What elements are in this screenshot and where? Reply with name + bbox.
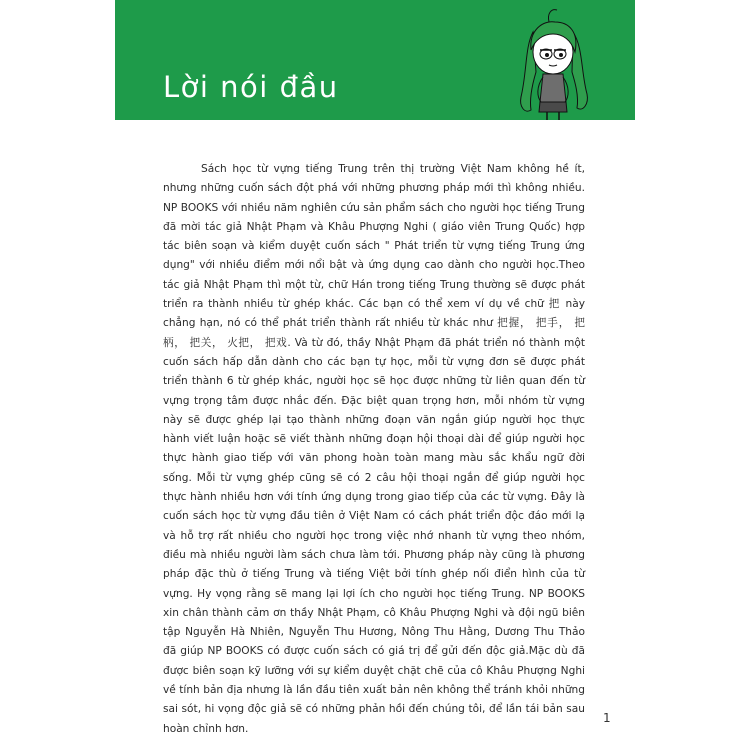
page-number: 1 (603, 711, 611, 725)
cartoon-girl-illustration (503, 2, 603, 120)
page-title: Lời nói đầu (163, 70, 339, 104)
header-banner (115, 0, 635, 120)
preface-paragraph: Sách học từ vựng tiếng Trung trên thị trường Việt Nam không hề ít, nhưng những cuốn sách đột phá với những phương pháp mới thì không nhiều. NP BOOKS với nhiều năm nghiên cứu sản phẩm sách cho người học tiếng Trung đã mời tác giả Nhật Phạm và Khâu Phượng Nghi ( giáo viên Trung Quốc) hợp tác biên soạn và kiểm duyệt cuốn sách " Phát triển từ vựng tiếng Trung ứng dụng" với nhiều điểm mới nổi bật và ứng dụng cao dành cho người học.Theo tác giả Nhật Phạm thì một từ, chữ Hán trong tiếng Trung thường sẽ được phát triển ra thành nhiều từ ghép khác. Các bạn có thể xem ví dụ về chữ 把 này chẳng hạn, nó có thể phát triển thành rất nhiều từ khác như 把握， 把手， 把柄， 把关， 火把， 把戏. Và từ đó, thầy Nhật Phạm đã phát triển nó thành một cuốn sách hấp dẫn dành cho các bạn tự học, mỗi từ vựng đơn sẽ được phát triển thành 6 từ ghép khác, người học sẽ học được những từ liên quan đến từ vựng trọng tâm được nhắc đến. Đặc biệt quan trọng hơn, mỗi nhóm từ vựng này sẽ được ghép lại tạo thành những đoạn văn ngắn giúp người học thực hành viết luận hoặc sẽ viết thành những đoạn hội thoại dài để giúp người học thực hành giao tiếp với văn phong hoàn toàn mang màu sắc khẩu ngữ đời sống. Mỗi từ vựng ghép cũng sẽ có 2 câu hội thoại ngắn để giúp người học thực hành nhiều hơn với tính ứng dụng trong giao tiếp của các từ vựng. Đây là cuốn sách học từ vựng đầu tiên ở Việt Nam có cách phát triển độc đáo mới lạ và hỗ trợ rất nhiều cho người học trong việc nhớ nhanh từ vựng theo nhóm, điều mà nhiều người làm sách chưa làm tới. Phương pháp này cũng là phương pháp đặc thù ở tiếng Trung và tiếng Việt bởi tính ghép nối điển hình của từ vựng. Hy vọng rằng sẽ mang lại lợi ích cho người học tiếng Trung. NP BOOKS xin chân thành cảm ơn thầy Nhật Phạm, cô Khâu Phượng Nghi và đội ngũ biên tập Nguyễn Hà Nhiên, Nguyễn Thu Hương, Nông Thu Hằng, Dương Thu Thảo đã giúp NP BOOKS có được cuốn sách có giá trị để gửi đến độc giả.Mặc dù đã được biên soạn kỹ lưỡng với sự kiểm duyệt chặt chẽ của cô Khâu Phượng Nghi về tính bản địa nhưng là lần đầu tiên xuất bản nên không thể tránh khỏi những sai sót, hi vọng độc giả sẽ có những phản hồi đến chúng tôi, để lần tái bản sau hoàn chỉnh hơn. (163, 163, 585, 735)
preface-body (163, 160, 585, 739)
